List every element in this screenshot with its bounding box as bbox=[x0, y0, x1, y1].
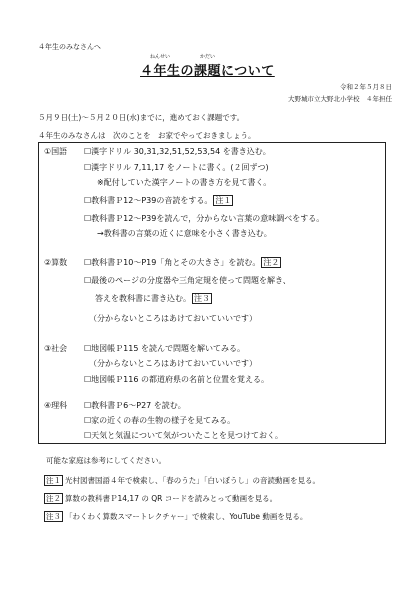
greeting: ４年生のみなさんへ bbox=[38, 43, 101, 51]
title-ruby-nensei: ねんせい bbox=[150, 54, 171, 60]
sansu-line-4: （分からないところはあけておいていいです） bbox=[89, 314, 257, 323]
subject-kokugo: ①国語 bbox=[44, 147, 68, 156]
sansu-line-3 bbox=[95, 293, 212, 304]
page-title: ４年生の課題について bbox=[140, 64, 275, 79]
sansu-line-1-text: ☐教科書Ｐ10～P19「角とその大きさ」を読む。 bbox=[84, 258, 261, 267]
shakai-line-1: ☐地図帳Ｐ115 を読んで問題を解いてみる。 bbox=[84, 344, 245, 353]
kokugo-line-1: ☐漢字ドリル 30,31,32,51,52,53,54 を書き込む。 bbox=[84, 147, 271, 156]
title-ruby-kadai: かだい bbox=[200, 54, 216, 60]
intro-text: ４年生のみなさんは 次のことを お家でやっておきましょう。 bbox=[38, 131, 256, 140]
extra-tag-3: 注３ bbox=[46, 512, 61, 521]
sansu-line-1 bbox=[84, 257, 281, 268]
extra-item-1 bbox=[44, 475, 320, 486]
subject-rika: ④理科 bbox=[44, 401, 68, 410]
rika-line-1: ☐教科書Ｐ6～P27 を読む。 bbox=[84, 401, 186, 410]
kokugo-line-4-text: ☐教科書Ｐ12～P39の音読をする。 bbox=[84, 196, 213, 205]
subject-sansu: ②算数 bbox=[44, 258, 68, 267]
assignment-period: ５月９日(土)～５月２０日(水)までに，進めておく課題です。 bbox=[38, 113, 245, 122]
extra-text-3: 「わくわく算数スマートレクチャー」で検索し、YouTube 動画を見る。 bbox=[65, 512, 308, 521]
school-name: 大野城市立大野北小学校 ４年担任 bbox=[288, 95, 392, 103]
sansu-line-2: ☐最後のページの分度器や三角定規を使って問題を解き、 bbox=[84, 276, 291, 285]
extra-text-1: 光村図書国語４年で検索し、「春のうた」「白いぼうし」の音読動画を見る。 bbox=[65, 476, 320, 485]
note-tag-2: 注２ bbox=[263, 258, 280, 267]
extras-intro: 可能な家庭は参考にしてください。 bbox=[46, 456, 166, 465]
extra-text-2: 算数の教科書Ｐ14,17 の QR コードを読みとって動画を見る。 bbox=[65, 494, 278, 503]
extra-tag-2: 注２ bbox=[46, 494, 61, 503]
note-tag-1: 注１ bbox=[215, 196, 232, 205]
kokugo-line-4 bbox=[84, 195, 233, 206]
shakai-line-3: ☐地図帳Ｐ116 の都道府県の名前と位置を覚える。 bbox=[84, 375, 269, 384]
kokugo-line-2: ☐漢字ドリル 7,11,17 をノートに書く。(２回ずつ) bbox=[84, 163, 269, 172]
date: 令和２年５月８日 bbox=[340, 83, 392, 91]
kokugo-line-3: ※配付していた漢字ノートの書き方を見て書く。 bbox=[97, 178, 272, 187]
sansu-line-3-text: 答えを教科書に書き込む。 bbox=[95, 294, 191, 303]
extra-tag-1: 注１ bbox=[46, 476, 61, 485]
rika-line-3: ☐天気と気温について気がついたことを見つけておく。 bbox=[84, 431, 283, 440]
assignment-box bbox=[38, 142, 386, 444]
extra-item-2 bbox=[44, 493, 277, 504]
subject-shakai: ③社会 bbox=[44, 344, 68, 353]
rika-line-2: ☐家の近くの春の生物の様子を見てみる。 bbox=[84, 416, 236, 425]
kokugo-line-6: →教科書の言葉の近くに意味を小さく書き込む。 bbox=[97, 229, 272, 238]
note-tag-3: 注３ bbox=[194, 294, 210, 303]
shakai-line-2: （分からないところはあけておいていいです） bbox=[89, 359, 257, 368]
kokugo-line-5: ☐教科書Ｐ12～P39を読んで，分からない言葉の意味調べをする。 bbox=[84, 214, 325, 223]
extra-item-3 bbox=[44, 511, 307, 522]
